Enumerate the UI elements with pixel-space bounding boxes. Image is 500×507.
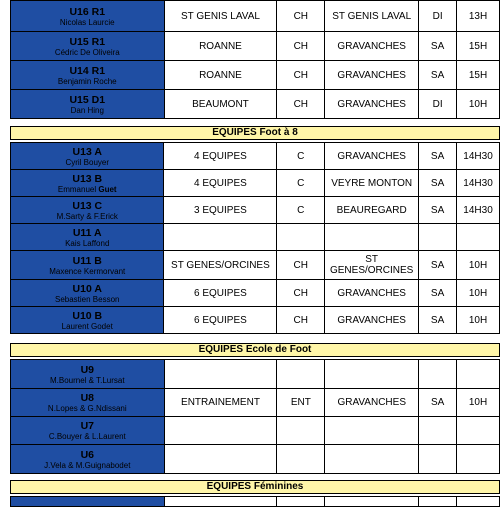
venue-cell: BEAUREGARD bbox=[325, 197, 419, 224]
venue-cell bbox=[325, 445, 419, 474]
team-cell: U10 B Laurent Godet bbox=[11, 307, 164, 334]
table-row bbox=[11, 497, 500, 507]
venue-cell: GRAVANCHES bbox=[325, 61, 419, 90]
venue-cell: ST GENIS LAVAL bbox=[325, 1, 419, 32]
opponent-cell: 4 EQUIPES bbox=[164, 143, 277, 170]
team-cell bbox=[11, 497, 165, 507]
team-cell: U13 C M.Sarty & F.Erick bbox=[11, 197, 164, 224]
time-cell: 10H bbox=[457, 307, 500, 334]
opponent-cell bbox=[164, 445, 277, 474]
team-cell: U13 B Emmanuel Guet bbox=[11, 170, 164, 197]
time-cell: 10H bbox=[457, 280, 500, 307]
time-cell: 14H30 bbox=[457, 197, 500, 224]
category-cell: CH bbox=[277, 1, 325, 32]
day-cell: SA bbox=[419, 61, 457, 90]
day-cell: SA bbox=[419, 170, 457, 197]
team-cell: U11 A Kais Laffond bbox=[11, 224, 164, 251]
venue-cell: GRAVANCHES bbox=[325, 32, 419, 61]
category-cell bbox=[277, 445, 325, 474]
time-cell: 15H bbox=[457, 32, 500, 61]
time-cell: 10H bbox=[457, 389, 500, 417]
opponent-cell: ST GENIS LAVAL bbox=[164, 1, 277, 32]
time-cell: 10H bbox=[457, 90, 500, 119]
time-cell bbox=[457, 417, 500, 445]
table-row bbox=[11, 1, 500, 32]
category-cell: CH bbox=[277, 32, 325, 61]
table-row bbox=[11, 360, 500, 389]
team-cell: U13 A Cyril Bouyer bbox=[11, 143, 164, 170]
table-row bbox=[11, 224, 500, 251]
opponent-cell: 3 EQUIPES bbox=[164, 197, 277, 224]
team-cell: U6 J.Vela & M.Guignabodet bbox=[11, 445, 165, 474]
team-cell: U11 B Maxence Kermorvant bbox=[11, 251, 164, 280]
table-row bbox=[11, 251, 500, 280]
table-row bbox=[11, 389, 500, 417]
section-header-ecole-de-foot: EQUIPES Ecole de Foot bbox=[10, 343, 500, 357]
teams-table-feminines bbox=[10, 496, 500, 507]
category-cell bbox=[277, 417, 325, 445]
team-cell: U15 R1 Cédric De Oliveira bbox=[11, 32, 165, 61]
venue-cell: GRAVANCHES bbox=[325, 389, 419, 417]
day-cell: DI bbox=[419, 90, 457, 119]
day-cell bbox=[419, 445, 457, 474]
venue-cell: ST GENES/ORCINES bbox=[325, 251, 419, 280]
category-cell bbox=[277, 224, 325, 251]
table-row bbox=[11, 417, 500, 445]
time-cell: 15H bbox=[457, 61, 500, 90]
day-cell: DI bbox=[419, 1, 457, 32]
table-row bbox=[11, 197, 500, 224]
teams-table-ecole-de-foot bbox=[10, 359, 500, 474]
team-cell: U16 R1 Nicolas Laurcie bbox=[11, 1, 165, 32]
time-cell: 13H bbox=[457, 1, 500, 32]
team-cell: U14 R1 Benjamin Roche bbox=[11, 61, 165, 90]
day-cell bbox=[419, 360, 457, 389]
day-cell: SA bbox=[419, 280, 457, 307]
opponent-cell: ROANNE bbox=[164, 61, 277, 90]
venue-cell bbox=[325, 360, 419, 389]
venue-cell: GRAVANCHES bbox=[325, 280, 419, 307]
venue-cell: VEYRE MONTON bbox=[325, 170, 419, 197]
opponent-cell bbox=[164, 417, 277, 445]
day-cell: SA bbox=[419, 251, 457, 280]
day-cell bbox=[419, 224, 457, 251]
table-row bbox=[11, 280, 500, 307]
table-row bbox=[11, 61, 500, 90]
team-cell: U9 M.Bournel & T.Lursat bbox=[11, 360, 165, 389]
category-cell: CH bbox=[277, 307, 325, 334]
day-cell: SA bbox=[419, 307, 457, 334]
time-cell bbox=[457, 224, 500, 251]
opponent-cell bbox=[164, 360, 277, 389]
venue-cell: GRAVANCHES bbox=[325, 307, 419, 334]
table-row bbox=[11, 32, 500, 61]
category-cell: CH bbox=[277, 61, 325, 90]
table-row bbox=[11, 445, 500, 474]
opponent-cell bbox=[164, 224, 277, 251]
opponent-cell: BEAUMONT bbox=[164, 90, 277, 119]
venue-cell bbox=[325, 224, 419, 251]
category-cell: C bbox=[277, 143, 325, 170]
opponent-cell: ROANNE bbox=[164, 32, 277, 61]
section-header-feminines: EQUIPES Féminines bbox=[10, 480, 500, 494]
table-row bbox=[11, 307, 500, 334]
time-cell bbox=[457, 360, 500, 389]
opponent-cell: 6 EQUIPES bbox=[164, 307, 277, 334]
category-cell: C bbox=[277, 197, 325, 224]
table-row bbox=[11, 170, 500, 197]
team-cell: U10 A Sebastien Besson bbox=[11, 280, 164, 307]
day-cell bbox=[419, 417, 457, 445]
venue-cell bbox=[325, 417, 419, 445]
time-cell: 14H30 bbox=[457, 170, 500, 197]
opponent-cell: ST GENES/ORCINES bbox=[164, 251, 277, 280]
opponent-cell: 6 EQUIPES bbox=[164, 280, 277, 307]
day-cell: SA bbox=[419, 389, 457, 417]
time-cell bbox=[457, 445, 500, 474]
team-cell: U15 D1 Dan Hing bbox=[11, 90, 165, 119]
category-cell: ENT bbox=[277, 389, 325, 417]
venue-cell: GRAVANCHES bbox=[325, 143, 419, 170]
category-cell bbox=[277, 360, 325, 389]
category-cell: CH bbox=[277, 280, 325, 307]
day-cell: SA bbox=[419, 197, 457, 224]
section-header-foot-a-8: EQUIPES Foot à 8 bbox=[10, 126, 500, 140]
table-row bbox=[11, 90, 500, 119]
time-cell: 10H bbox=[457, 251, 500, 280]
category-cell: CH bbox=[277, 90, 325, 119]
teams-table-foot-a-8 bbox=[10, 142, 500, 334]
team-cell: U8 N.Lopes & G.Ndissani bbox=[11, 389, 165, 417]
day-cell: SA bbox=[419, 143, 457, 170]
opponent-cell: 4 EQUIPES bbox=[164, 170, 277, 197]
time-cell: 14H30 bbox=[457, 143, 500, 170]
category-cell: C bbox=[277, 170, 325, 197]
opponent-cell: ENTRAINEMENT bbox=[164, 389, 277, 417]
category-cell: CH bbox=[277, 251, 325, 280]
venue-cell: GRAVANCHES bbox=[325, 90, 419, 119]
team-cell: U7 C.Bouyer & L.Laurent bbox=[11, 417, 165, 445]
teams-table-senior bbox=[10, 0, 500, 119]
day-cell: SA bbox=[419, 32, 457, 61]
table-row bbox=[11, 143, 500, 170]
